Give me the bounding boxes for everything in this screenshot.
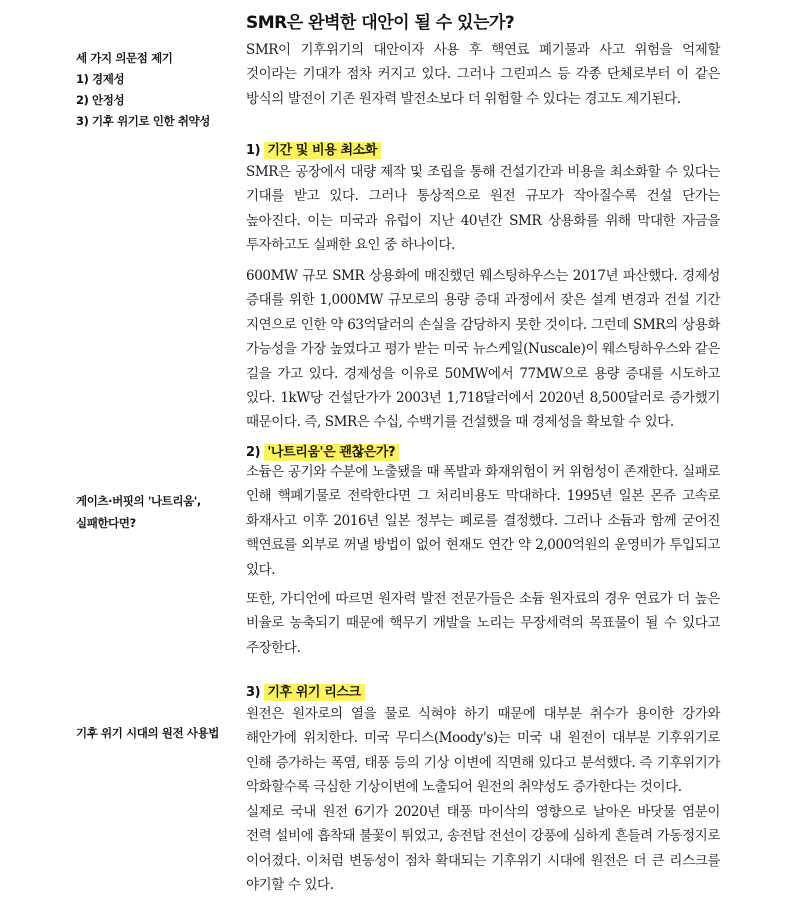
sidebar-natrium-line-2: 실패한다면?: [76, 516, 136, 530]
sidebar-natrium-line-1: 게이츠·버핏의 '나트리움',: [76, 494, 201, 508]
sidebar-climate-note: [76, 723, 219, 744]
section-heading-natrium: [246, 441, 399, 460]
climate-paragraph-1: 원전은 원자로의 열을 물로 식혀야 하기 때문에 대부분 취수가 용이한 강가와 해안가에 위치한다. 미국 무디스(Moody's)는 미국 내 원전이 대부분 기후위기로 인해 증가하는 폭염, 태풍 등의 기상 이변에 직면해 있다고 분석했다. 즉 기후위기가 악화할수록 극심한 기상이변에 노출되어 원전의 취약성도 증가한다는 것이다.: [246, 706, 720, 796]
climate-paragraph-2: 실제로 국내 원전 6기가 2020년 태풍 마이삭의 영향으로 날아온 바닷물 염분이 전력 설비에 흡착돼 불꽃이 튀었고, 송전탑 전선이 강풍에 심하게 흔들려 가동정지로 이어졌다. 이처럼 변동성이 점차 확대되는 기후위기 시대에 원전은 더 큰 리스크를 야기할 수 있다.: [246, 804, 720, 894]
section-heading-climate: [246, 681, 365, 700]
natrium-paragraph-2: 또한, 가디언에 따르면 원자력 발전 전문가들은 소듐 원자료의 경우 연료가 더 높은 비율로 농축되기 때문에 핵무기 개발을 노리는 무장세력의 목표물이 될 수 있다고 주장한다.: [246, 591, 720, 656]
sidebar-natrium-note: [76, 490, 201, 534]
sidebar-question-climate: 3) 기후 위기로 인한 취약성: [76, 114, 210, 128]
sidebar-climate-note-text: 기후 위기 시대의 원전 사용법: [76, 726, 219, 740]
section-title-highlighted: 기간 및 비용 최소화: [264, 142, 381, 159]
section-number: 2): [246, 445, 261, 460]
page-title: SMR은 완벽한 대안이 될 수 있는가?: [246, 13, 515, 33]
section-heading-cost: [246, 139, 381, 158]
section-title-highlighted: 기후 위기 리스크: [264, 684, 364, 701]
section-number: 1): [246, 143, 261, 158]
sidebar-question-safety: 2) 안정성: [76, 93, 125, 107]
section-number: 3): [246, 685, 261, 700]
sidebar-questions: [76, 48, 210, 132]
cost-paragraph-1: SMR은 공장에서 대량 제작 및 조립을 통해 건설기간과 비용을 최소화할 수 있다는 기대를 받고 있다. 그러나 통상적으로 원전 규모가 작아질수록 건설 단가는 높아진다. 이는 미국과 유럽이 지난 40년간 SMR 상용화를 위해 막대한 자금을 투자하고도 실패한 요인 중 하나이다.: [246, 164, 720, 254]
natrium-paragraph-1: 소듐은 공기와 수분에 노출됐을 때 폭발과 화재위험이 커 위험성이 존재한다. 실패로 인해 핵폐기물로 전락한다면 그 처리비용도 막대하다. 1995년 일본 몬쥬 고속로 화재사고 이후 2016년 일본 정부는 폐로를 결정했다. 그러나 소듐과 함께 굳어진 핵연료를 외부로 꺼낼 방법이 없어 현재도 연간 약 2,000억원의 운영비가 투입되고 있다.: [246, 464, 720, 578]
section-title-highlighted: '나트리움'은 괜찮은가?: [264, 444, 399, 461]
sidebar-questions-heading: 세 가지 의문점 제기: [76, 51, 173, 65]
cost-paragraph-2: 600MW 규모 SMR 상용화에 매진했던 웨스팅하우스는 2017년 파산했다. 경제성 증대를 위한 1,000MW 규모로의 용량 증대 과정에서 잦은 설계 변경과 건설 기간 지연으로 인한 약 63억달러의 손실을 감당하지 못한 것이다. 그런데 SMR의 상용화 가능성을 가장 높였다고 평가 받는 미국 뉴스케일(Nuscale)이 웨스팅하우스와 같은 길을 가고 있다. 경제성을 이유로 50MW에서 77MW으로 용량 증대를 시도하고 있다. 1kW당 건설단가가 2003년 1,718달러에서 2020년 8,500달러로 증가했기 때문이다. 즉, SMR은 수십, 수백기를 건설했을 때 경제성을 확보할 수 있다.: [246, 268, 720, 431]
sidebar-question-economy: 1) 경제성: [76, 72, 125, 86]
intro-paragraph: SMR이 기후위기의 대안이자 사용 후 핵연료 폐기물과 사고 위험을 억제할 것이라는 기대가 점차 커지고 있다. 그러나 그린피스 등 각종 단체로부터 이 같은 방식의 발전이 기존 원자력 발전소보다 더 위험할 수 있다는 경고도 제기된다.: [246, 42, 720, 107]
